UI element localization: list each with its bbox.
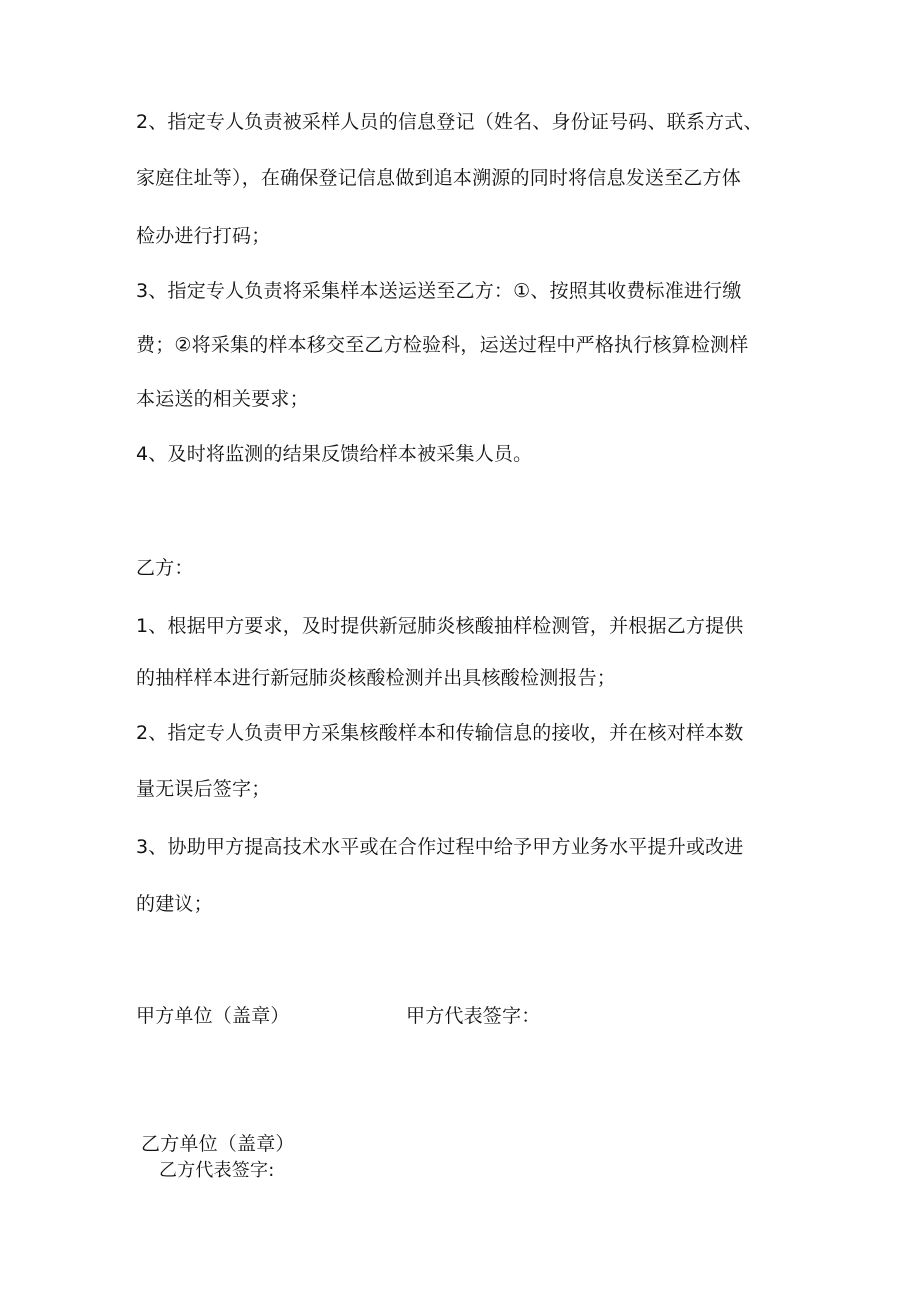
party-b-item-2-line-2: 量无误后签字； xyxy=(136,778,271,800)
party-a-item-3-line-3: 本运送的相关要求； xyxy=(136,388,309,410)
party-b-item-2-line-1: 2、指定专人负责甲方采集核酸样本和传输信息的接收，并在核对样本数 xyxy=(136,722,744,744)
party-a-unit-seal-label: 甲方单位（盖章） xyxy=(136,1005,290,1027)
party-a-rep-signature-label: 甲方代表签字： xyxy=(406,1005,541,1027)
party-b-rep-signature-label: 乙方代表签字: xyxy=(159,1160,275,1181)
party-b-item-1-line-2: 的抽样样本进行新冠肺炎核酸检测并出具核酸检测报告； xyxy=(136,667,617,689)
party-a-item-2-line-2: 家庭住址等），在确保登记信息做到追本溯源的同时将信息发送至乙方体 xyxy=(136,167,741,189)
party-b-item-1-line-1: 1、根据甲方要求，及时提供新冠肺炎核酸抽样检测管，并根据乙方提供 xyxy=(136,615,744,637)
party-a-item-3-line-1: 3、指定专人负责将采集样本送运送至乙方：①、按照其收费标准进行缴 xyxy=(136,280,742,302)
party-a-item-2-line-1: 2、指定专人负责被采样人员的信息登记（姓名、身份证号码、联系方式、 xyxy=(136,111,763,133)
party-b-unit-seal-label: 乙方单位（盖章） xyxy=(141,1133,295,1155)
party-b-item-3-line-1: 3、协助甲方提高技术水平或在合作过程中给予甲方业务水平提升或改进 xyxy=(136,836,744,858)
party-b-item-3-line-2: 的建议； xyxy=(136,893,213,915)
party-a-item-4-line-1: 4、及时将监测的结果反馈给样本被采集人员。 xyxy=(136,443,533,465)
party-a-item-3-line-2: 费；②将采集的样本移交至乙方检验科，运送过程中严格执行核算检测样 xyxy=(136,334,749,356)
party-b-heading: 乙方： xyxy=(136,557,194,579)
party-a-item-2-line-3: 检办进行打码； xyxy=(136,225,271,247)
